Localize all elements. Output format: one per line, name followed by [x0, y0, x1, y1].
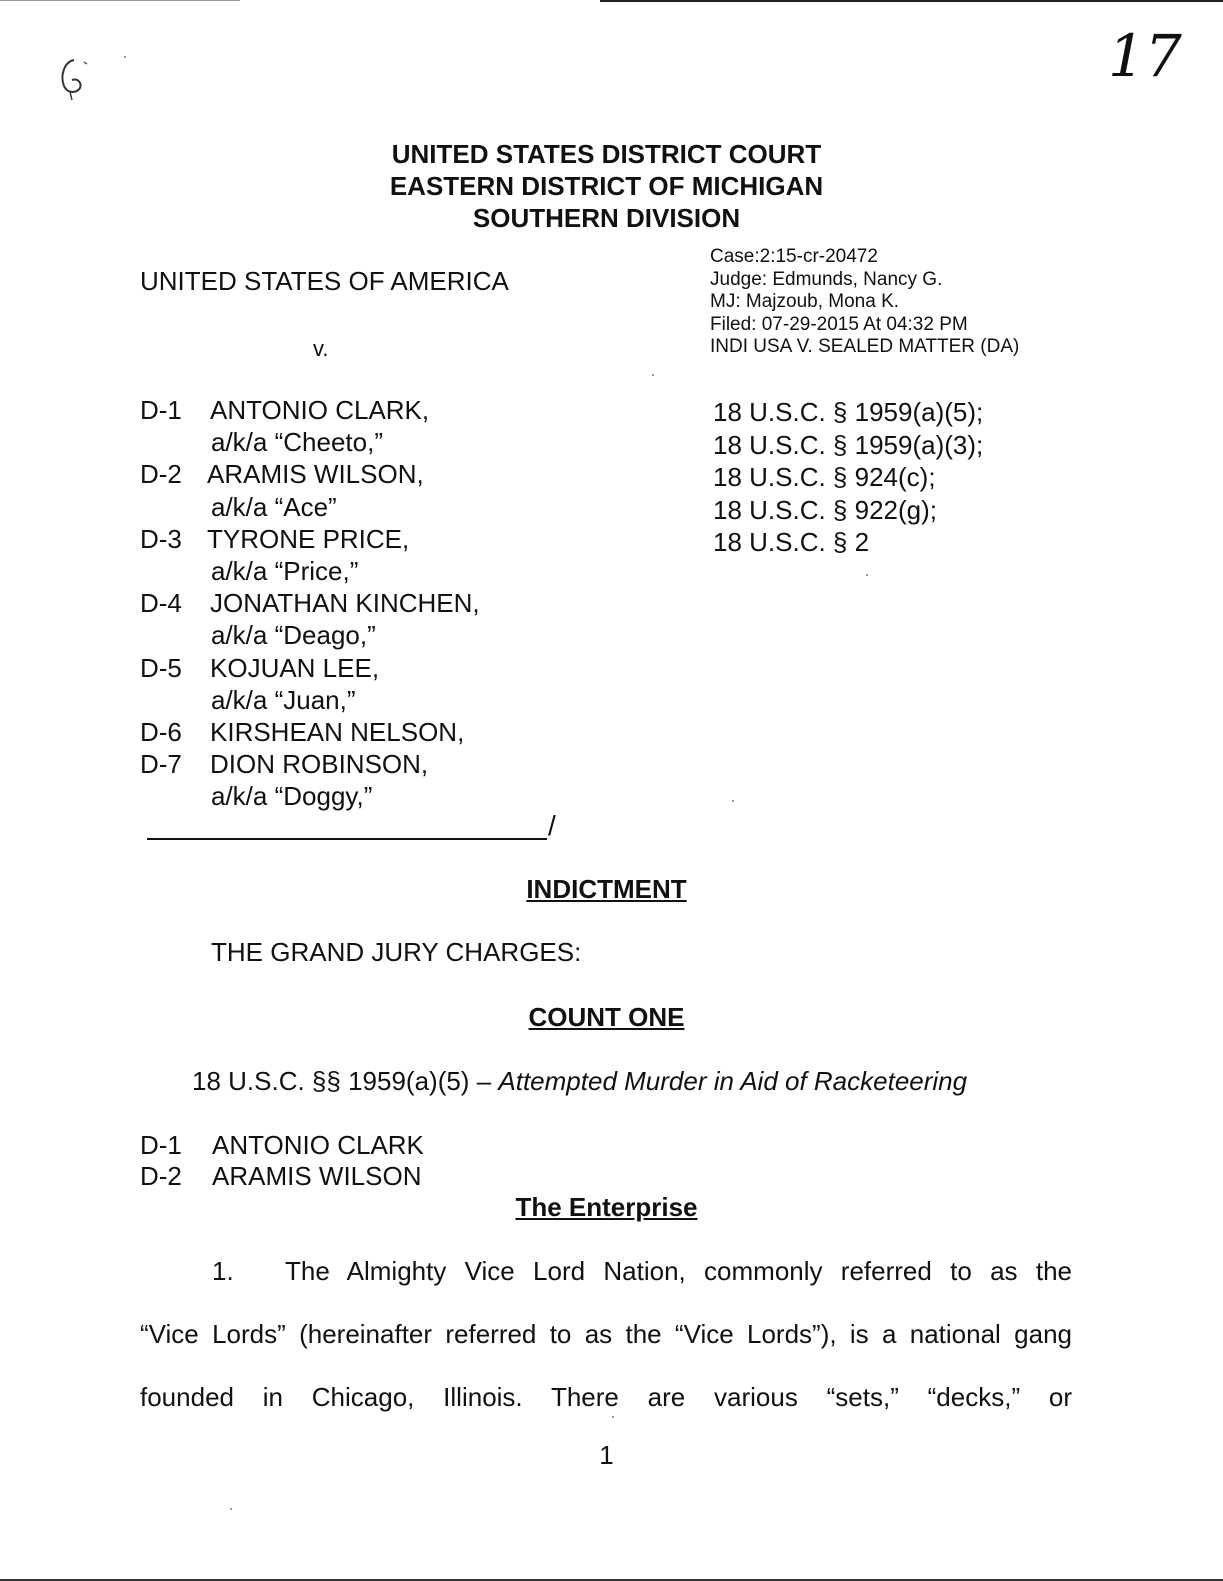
defendant-name: ARAMIS WILSON, — [207, 459, 424, 490]
defendant-code: D-7 — [140, 749, 182, 780]
defendant-alias: a/k/a “Cheeto,” — [211, 427, 383, 458]
scan-speck — [124, 56, 126, 58]
paragraph-line: founded in Chicago, Illinois. There are various “sets,” “decks,” or — [140, 1382, 1072, 1412]
defendant-name: KIRSHEAN NELSON, — [210, 716, 465, 747]
defendant-name: ANTONIO CLARK, — [210, 395, 430, 425]
statute-item: 18 U.S.C. § 2 — [713, 527, 870, 557]
page-number: 1 — [599, 1440, 614, 1470]
court-name: UNITED STATES DISTRICT COURT — [391, 139, 822, 169]
stamp-case-number: Case:2:15-cr-20472 — [710, 246, 878, 267]
defendant-name: TYRONE PRICE, — [207, 523, 410, 554]
caption-rule — [147, 838, 547, 840]
scan-edge-top — [600, 0, 1223, 2]
defendant-code: D-4 — [140, 588, 182, 619]
count-statute — [192, 1066, 967, 1097]
court-district: EASTERN DISTRICT OF MICHIGAN — [389, 171, 824, 201]
statute-item: 18 U.S.C. § 1959(a)(3); — [713, 429, 984, 460]
defendant-code: D-3 — [140, 523, 182, 554]
versus-label: v. — [313, 336, 329, 361]
plaintiff-name: UNITED STATES OF AMERICA — [140, 266, 509, 296]
count-offense: Attempted Murder in Aid of Racketeering — [498, 1066, 968, 1096]
defendant-name: DION ROBINSON, — [210, 749, 429, 780]
paragraph-line: The Almighty Vice Lord Nation, commonly referred to as the — [285, 1256, 1072, 1286]
indictment-heading: INDICTMENT — [526, 874, 687, 904]
defendant-code: D-1 — [140, 395, 182, 425]
count-defendant-code: D-2 — [140, 1161, 182, 1191]
statute-item: 18 U.S.C. § 1959(a)(5); — [713, 397, 984, 427]
scan-edge-top-left — [0, 0, 240, 1]
scan-speck — [652, 374, 654, 376]
defendant-name: KOJUAN LEE, — [210, 652, 380, 683]
count-one-heading: COUNT ONE — [528, 1002, 685, 1032]
paragraph-line: “Vice Lords” (hereinafter referred to as the “Vice Lords”), is a national gang — [140, 1319, 1072, 1349]
statute-item: 18 U.S.C. § 922(g); — [713, 494, 937, 525]
defendant-code: D-5 — [140, 652, 182, 683]
paragraph-number: 1. — [212, 1256, 234, 1286]
count-defendant-name: ANTONIO CLARK — [212, 1130, 424, 1160]
count-defendant-name: ARAMIS WILSON — [212, 1161, 422, 1191]
court-division: SOUTHERN DIVISION — [472, 203, 741, 233]
scan-speck — [612, 1416, 614, 1418]
count-defendant-code: D-1 — [140, 1130, 182, 1160]
defendant-alias: a/k/a “Juan,” — [211, 684, 356, 715]
handwritten-page-mark: 17 — [1108, 22, 1182, 90]
scan-speck — [230, 1508, 232, 1510]
enterprise-heading: The Enterprise — [515, 1192, 698, 1222]
stamp-magistrate: MJ: Majzoub, Mona K. — [710, 291, 900, 312]
count-citation: 18 U.S.C. §§ 1959(a)(5) – — [192, 1066, 499, 1096]
defendant-alias: a/k/a “Price,” — [211, 555, 359, 586]
grand-jury-charges: THE GRAND JURY CHARGES: — [211, 937, 582, 967]
stamp-matter: INDI USA V. SEALED MATTER (DA) — [710, 336, 1020, 357]
statute-item: 18 U.S.C. § 924(c); — [713, 462, 936, 492]
defendant-alias: a/k/a “Deago,” — [211, 620, 376, 651]
stamp-judge: Judge: Edmunds, Nancy G. — [710, 268, 943, 290]
statutes-list — [713, 396, 983, 559]
defendant-code: D-2 — [140, 459, 182, 490]
scan-speck — [866, 574, 868, 576]
scan-speck — [732, 800, 734, 802]
defendant-alias: a/k/a “Doggy,” — [211, 781, 373, 812]
handwritten-mark-icon — [56, 56, 90, 104]
stamp-filed-date: Filed: 07-29-2015 At 04:32 PM — [710, 313, 968, 335]
caption-slash: / — [548, 810, 556, 841]
filing-stamp — [710, 246, 1019, 359]
defendant-alias: a/k/a “Ace” — [211, 491, 337, 522]
defendant-name: JONATHAN KINCHEN, — [210, 588, 480, 619]
defendant-code: D-6 — [140, 716, 182, 747]
